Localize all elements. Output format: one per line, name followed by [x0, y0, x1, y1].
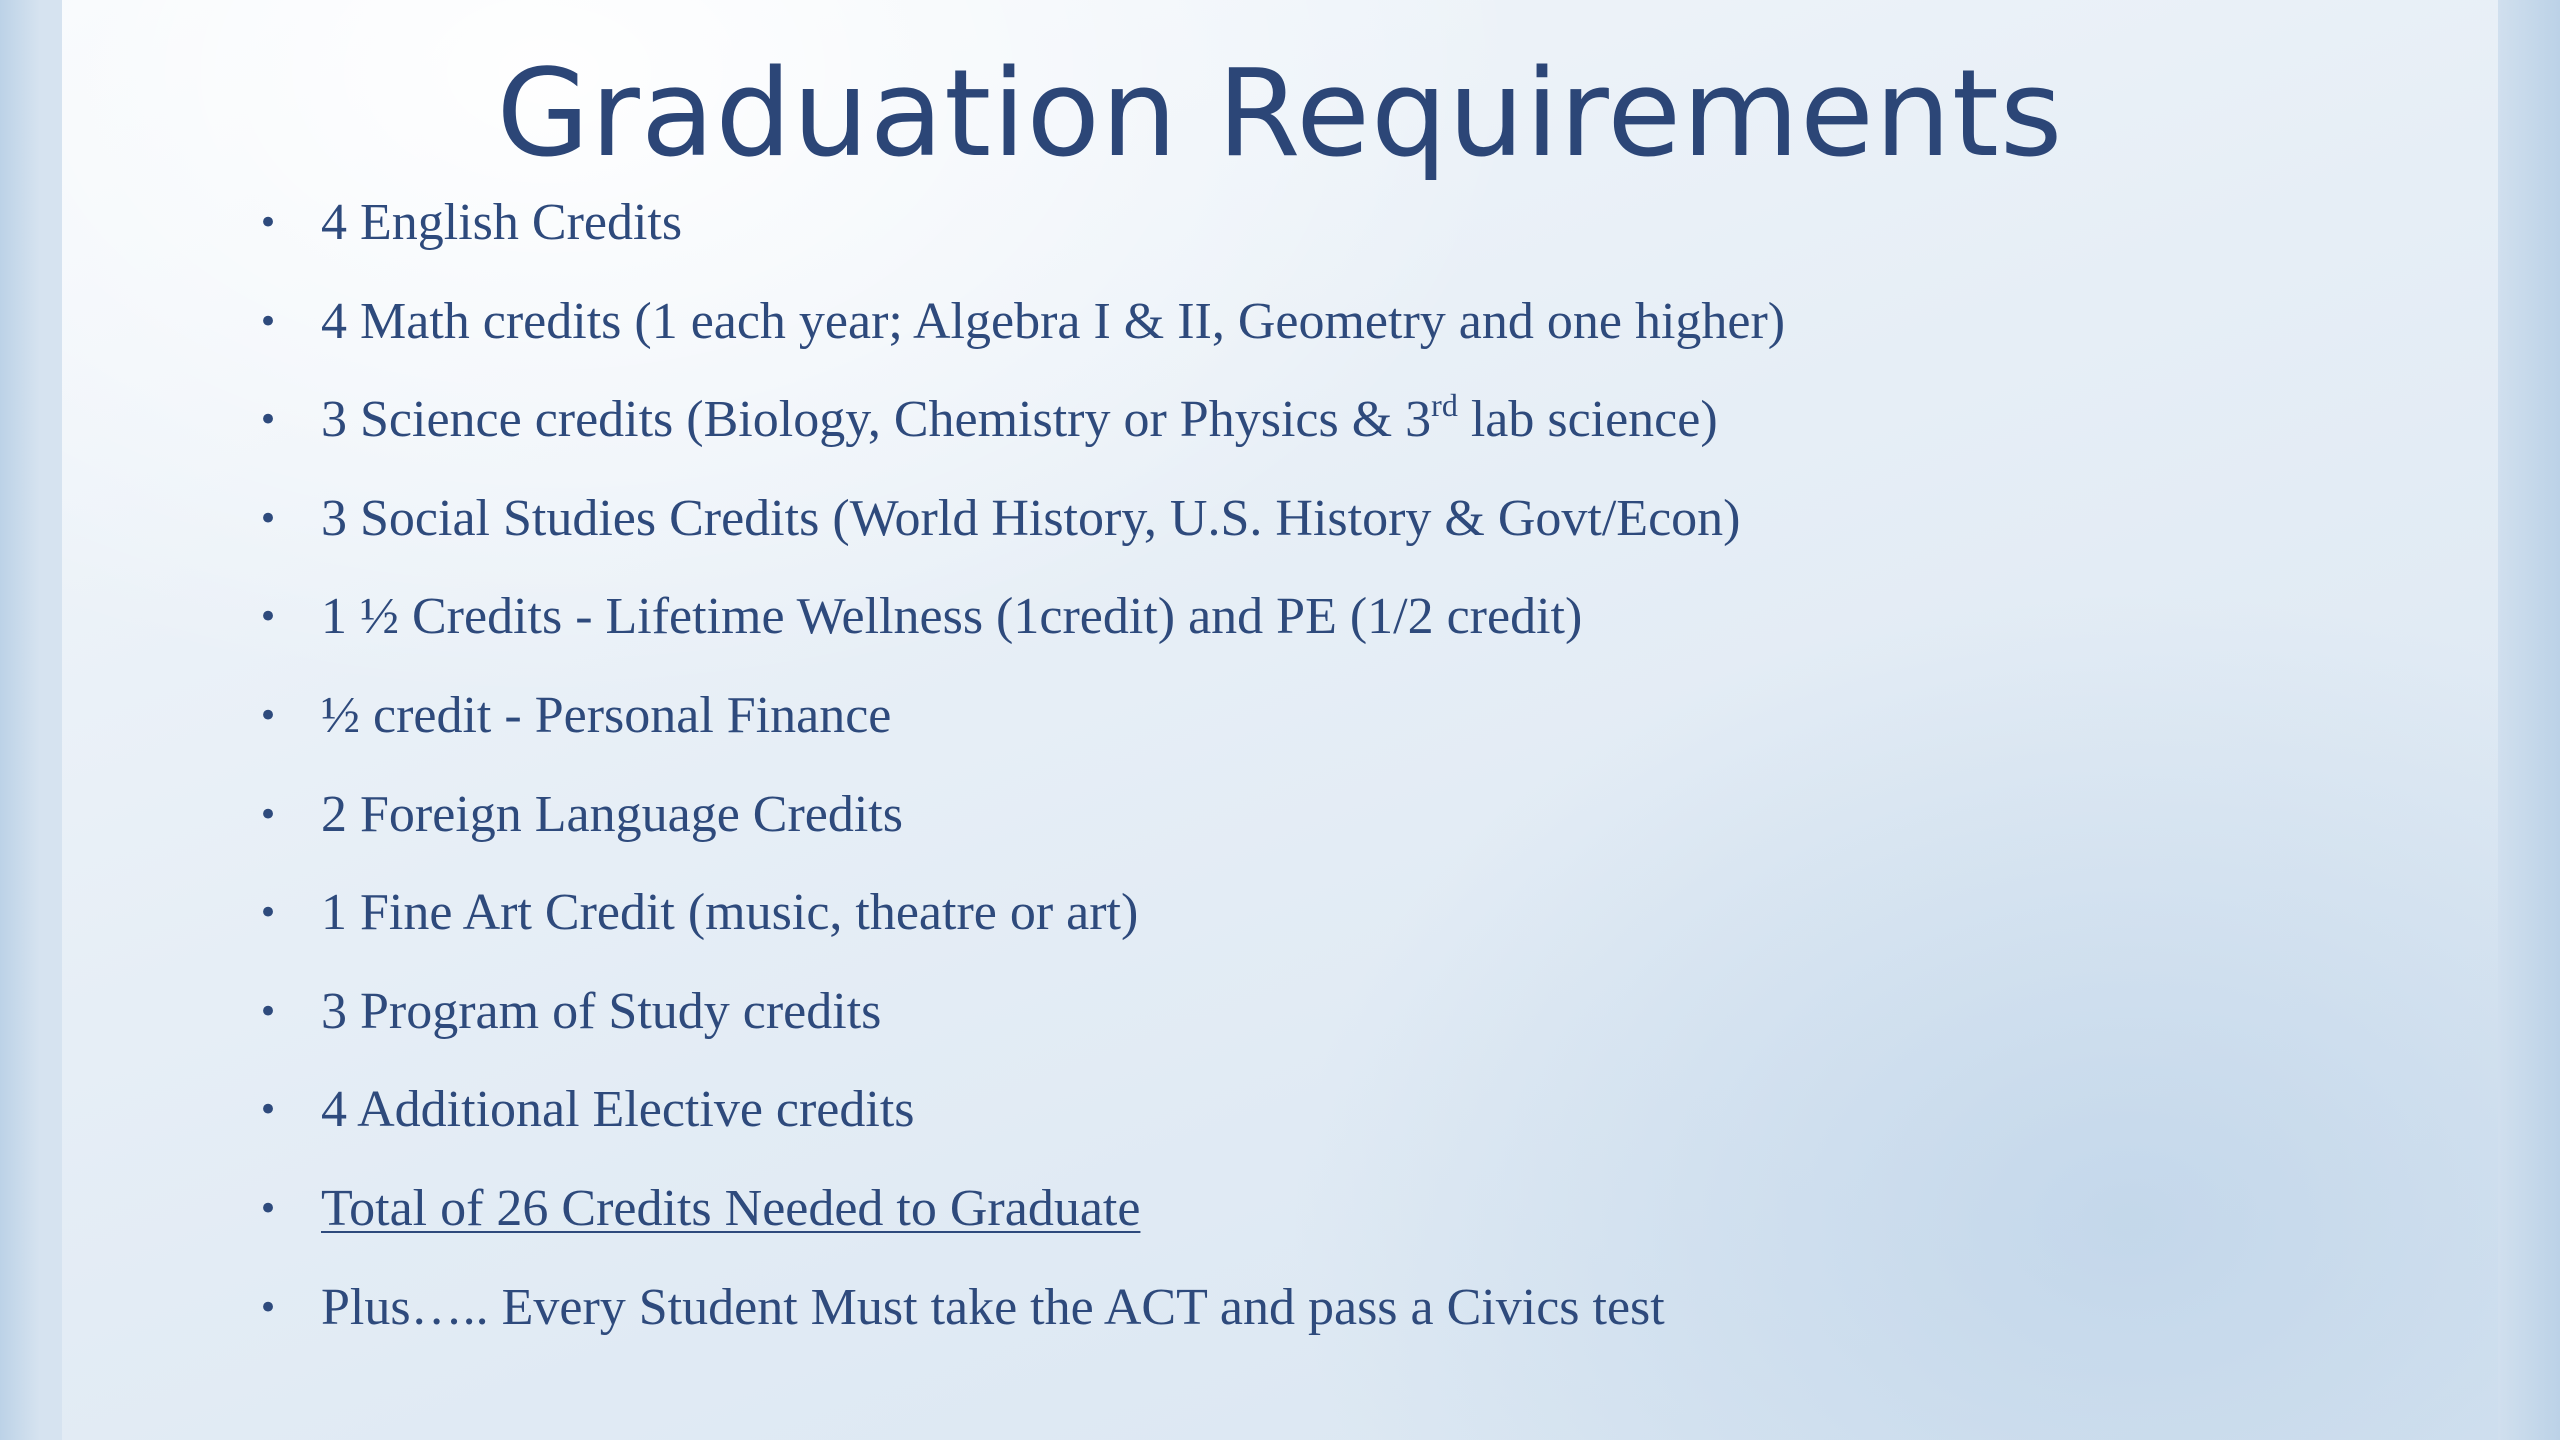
requirements-list: [258, 178, 1785, 1361]
bullet-icon: •: [258, 597, 279, 638]
list-item-text: [321, 387, 1718, 449]
list-item-text-underlined: Total of 26 Credits Needed to Graduate: [321, 1179, 1141, 1237]
bullet-icon: •: [258, 893, 279, 934]
list-item-english: [258, 178, 1785, 277]
list-item-text: 4 English Credits: [321, 194, 683, 251]
list-item-science: [258, 375, 1785, 474]
ordinal-superscript: rd: [1431, 387, 1458, 424]
slide-title: Graduation Requirements: [496, 45, 2064, 184]
list-item-text-start: 3 Science credits (Biology, Chemistry or Physics & 3: [321, 391, 1432, 449]
bullet-icon: •: [258, 1287, 279, 1328]
list-item-text: 4 Additional Elective credits: [321, 1081, 915, 1139]
bullet-icon: •: [258, 400, 279, 441]
bullet-icon: •: [258, 1188, 279, 1229]
list-item-text-end: lab science): [1457, 391, 1718, 449]
list-item-text: Plus….. Every Student Must take the ACT and pass a Civics test: [321, 1278, 1665, 1336]
list-item-text: 3 Program of Study credits: [321, 982, 882, 1040]
list-item-text: 3 Social Studies Credits (World History, U.S. History & Govt/Econ): [321, 489, 1741, 547]
list-item-electives: [258, 1065, 1785, 1164]
list-item-text: ½ credit - Personal Finance: [321, 686, 892, 744]
bullet-icon: •: [258, 991, 279, 1032]
list-item-program-of-study: [258, 967, 1785, 1066]
list-item-text: 1 Fine Art Credit (music, theatre or art): [321, 884, 1139, 942]
list-item-text: 2 Foreign Language Credits: [321, 785, 903, 843]
bullet-icon: •: [258, 1090, 279, 1131]
list-item-act-civics: [258, 1263, 1785, 1362]
slide: [62, 0, 2498, 1440]
bullet-icon: •: [258, 695, 279, 736]
list-item-foreign-language: [258, 770, 1785, 869]
bullet-icon: •: [258, 794, 279, 835]
list-item-social-studies: [258, 474, 1785, 573]
list-item-wellness: [258, 572, 1785, 671]
bullet-icon: •: [258, 203, 279, 243]
list-item-total-credits: [258, 1164, 1785, 1263]
list-item-text: 4 Math credits (1 each year; Algebra I & II, Geometry and one higher): [321, 292, 1786, 350]
list-item-text: 1 ½ Credits - Lifetime Wellness (1credit) and PE (1/2 credit): [321, 588, 1583, 646]
list-item-math: [258, 277, 1785, 376]
list-item-personal-finance: [258, 671, 1785, 770]
list-item-fine-art: [258, 868, 1785, 967]
bullet-icon: •: [258, 498, 279, 539]
bullet-icon: •: [258, 301, 279, 342]
